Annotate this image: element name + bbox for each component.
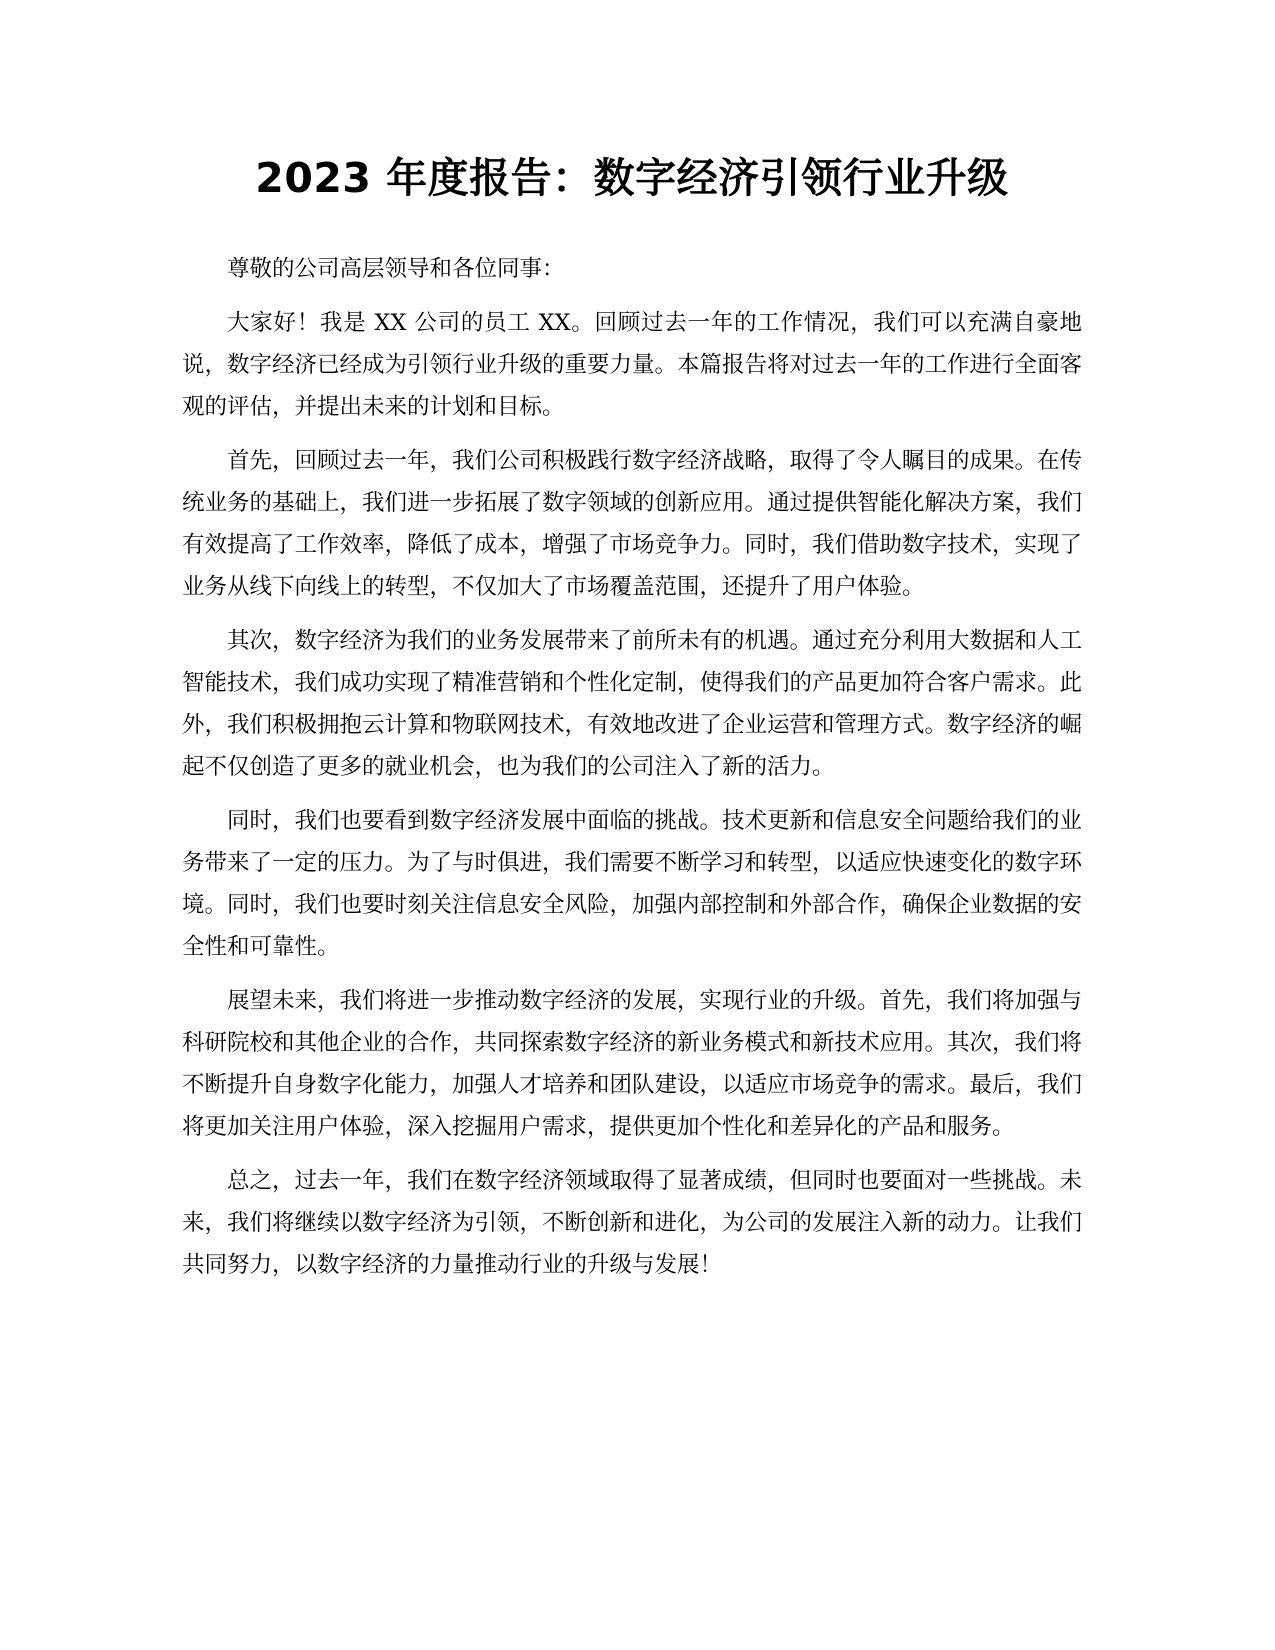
paragraph-greeting: 大家好！我是 XX 公司的员工 XX。回顾过去一年的工作情况，我们可以充满自豪地说，数字经济已经成为引领行业升级的重要力量。本篇报告将对过去一年的工作进行全面客观的评估，并提出未来的计划和目标。: [182, 310, 1083, 420]
paragraph-challenges: 同时，我们也要看到数字经济发展中面临的挑战。技术更新和信息安全问题给我们的业务带来了一定的压力。为了与时俱进，我们需要不断学习和转型，以适应快速变化的数字环境。同时，我们也要时刻关注信息安全风险，加强内部控制和外部合作，确保企业数据的安全性和可靠性。: [182, 808, 1083, 960]
paragraph-conclusion: 总之，过去一年，我们在数字经济领域取得了显著成绩，但同时也要面对一些挑战。未来，我们将继续以数字经济为引领，不断创新和进化，为公司的发展注入新的动力。让我们共同努力，以数字经济的力量推动行业的升级与发展！: [182, 1168, 1083, 1278]
page-title: 2023 年度报告：数字经济引领行业升级: [255, 154, 1009, 202]
paragraph-review: 首先，回顾过去一年，我们公司积极践行数字经济战略，取得了令人瞩目的成果。在传统业务的基础上，我们进一步拓展了数字领域的创新应用。通过提供智能化解决方案，我们有效提高了工作效率，降低了成本，增强了市场竞争力。同时，我们借助数字技术，实现了业务从线下向线上的转型，不仅加大了市场覆盖范围，还提升了用户体验。: [182, 448, 1083, 600]
salutation: 尊敬的公司高层领导和各位同事：: [227, 256, 565, 282]
document-page: [182, 0, 1082, 1286]
paragraph-outlook: 展望未来，我们将进一步推动数字经济的发展，实现行业的升级。首先，我们将加强与科研院校和其他企业的合作，共同探索数字经济的新业务模式和新技术应用。其次，我们将不断提升自身数字化能力，加强人才培养和团队建设，以适应市场竞争的需求。最后，我们将更加关注用户体验，深入挖掘用户需求，提供更加个性化和差异化的产品和服务。: [182, 988, 1083, 1140]
paragraph-opportunities: 其次，数字经济为我们的业务发展带来了前所未有的机遇。通过充分利用大数据和人工智能技术，我们成功实现了精准营销和个性化定制，使得我们的产品更加符合客户需求。此外，我们积极拥抱云计算和物联网技术，有效地改进了企业运营和管理方式。数字经济的崛起不仅创造了更多的就业机会，也为我们的公司注入了新的活力。: [182, 628, 1083, 780]
